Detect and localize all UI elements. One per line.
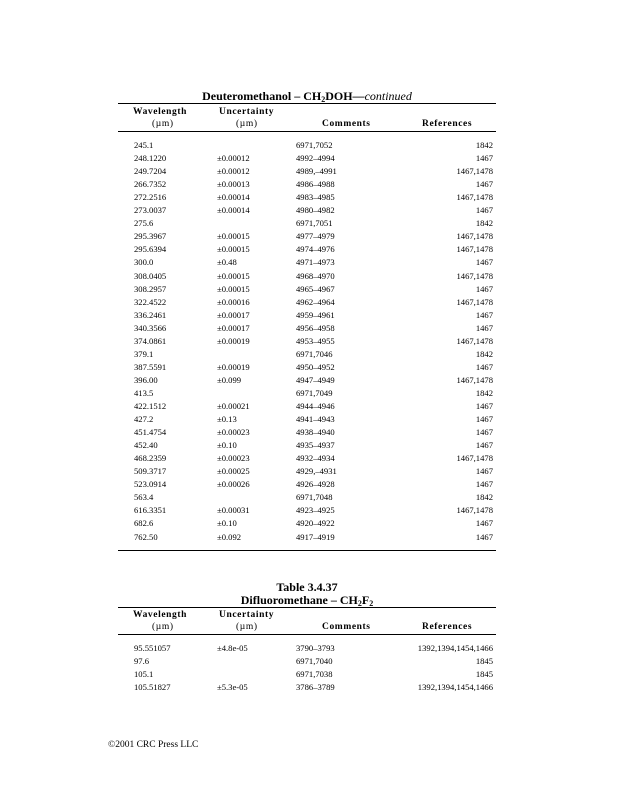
table1-bottom-rule <box>118 550 496 551</box>
references-cell: 1467 <box>475 283 493 294</box>
table-row <box>118 283 496 296</box>
references-cell: 1467,1478 <box>456 192 493 203</box>
wavelength-cell: 387.5591 <box>134 361 167 372</box>
wavelength-cell: 272.2516 <box>134 192 167 203</box>
table2-top-rule <box>118 607 496 608</box>
table-row <box>118 165 496 178</box>
comments-cell: 6971,7048 <box>296 492 333 503</box>
references-cell: 1467 <box>475 322 493 333</box>
comments-cell: 4989,–4991 <box>296 166 337 177</box>
copyright-footer: ©2001 CRC Press LLC <box>108 740 199 750</box>
table1-title: Deuteromethanol – $CH_2DOH—continued$ <box>202 89 412 104</box>
table-row <box>118 256 496 269</box>
table-row <box>118 178 496 191</box>
table2-header-references: References <box>422 622 473 632</box>
references-cell: 1842 <box>475 492 493 503</box>
uncertainty-cell: ±0.00012 <box>217 153 250 164</box>
references-cell: 1467 <box>475 361 493 372</box>
table-row <box>118 335 496 348</box>
wavelength-cell: 308.2957 <box>134 283 167 294</box>
table1-header-wavelength-unit: (µm) <box>152 119 174 129</box>
comments-cell: 4992–4994 <box>296 153 335 164</box>
references-cell: 1467 <box>475 440 493 451</box>
comments-cell: 4941–4943 <box>296 414 335 425</box>
wavelength-cell: 682.6 <box>134 518 154 529</box>
comments-cell: 4986–4988 <box>296 179 335 190</box>
uncertainty-cell: ±0.00017 <box>217 322 250 333</box>
comments-cell: 4965–4967 <box>296 283 335 294</box>
table-row <box>118 465 496 478</box>
comments-cell: 4971–4973 <box>296 257 335 268</box>
table-row <box>118 491 496 504</box>
wavelength-cell: 451.4754 <box>134 427 167 438</box>
comments-cell: 4947–4949 <box>296 374 335 385</box>
references-cell: 1467,1478 <box>456 244 493 255</box>
uncertainty-cell: ±0.00023 <box>217 427 250 438</box>
wavelength-cell: 322.4522 <box>134 296 167 307</box>
uncertainty-cell: ±0.00015 <box>217 283 250 294</box>
table-row <box>118 517 496 530</box>
comments-cell: 4944–4946 <box>296 401 335 411</box>
comments-cell: 6971,7051 <box>296 218 333 229</box>
table-row <box>118 439 496 452</box>
comments-cell: 4932–4934 <box>296 453 335 464</box>
wavelength-cell: 616.3351 <box>134 505 167 516</box>
wavelength-cell: 97.6 <box>134 656 150 667</box>
wavelength-cell: 523.0914 <box>134 479 167 490</box>
table1-header-uncertainty: Uncertainty <box>219 107 275 117</box>
uncertainty-cell: ±5.3e-05 <box>217 682 248 693</box>
references-cell: 1467,1478 <box>456 335 493 346</box>
wavelength-cell: 308.0405 <box>134 270 167 281</box>
uncertainty-cell: ±0.00017 <box>217 309 250 320</box>
table2-header-wavelength-unit: (µm) <box>152 622 174 632</box>
wavelength-cell: 374.0861 <box>134 335 167 346</box>
references-cell: 1467 <box>475 179 493 190</box>
references-cell: 1467 <box>475 205 493 216</box>
references-cell: 1467 <box>475 153 493 164</box>
table-row <box>118 348 496 361</box>
comments-cell: 4920–4922 <box>296 518 335 529</box>
table1-top-rule <box>118 103 496 104</box>
table-row <box>118 309 496 322</box>
uncertainty-cell: ±0.10 <box>217 440 237 451</box>
uncertainty-cell: ±0.092 <box>217 531 242 542</box>
references-cell: 1467,1478 <box>456 270 493 281</box>
wavelength-cell: 509.3717 <box>134 466 167 477</box>
wavelength-cell: 245.1 <box>134 140 154 150</box>
comments-cell: 4977–4979 <box>296 231 335 242</box>
wavelength-cell: 340.3566 <box>134 322 167 333</box>
references-cell: 1467 <box>475 531 493 542</box>
table-row <box>118 531 496 544</box>
table-row <box>118 400 496 413</box>
references-cell: 1842 <box>475 140 493 150</box>
uncertainty-cell: ±0.13 <box>217 414 237 425</box>
comments-cell: 6971,7052 <box>296 140 333 150</box>
uncertainty-cell: ±0.00012 <box>217 166 250 177</box>
comments-cell: 6971,7040 <box>296 656 333 667</box>
table2-header-uncertainty-unit: (µm) <box>236 622 258 632</box>
references-cell: 1392,1394,1454,1466 <box>417 682 493 693</box>
references-cell: 1467 <box>475 257 493 268</box>
table-row <box>118 413 496 426</box>
table-row <box>118 191 496 204</box>
references-cell: 1467,1478 <box>456 374 493 385</box>
uncertainty-cell: ±0.00015 <box>217 270 250 281</box>
table-row <box>118 322 496 335</box>
wavelength-cell: 248.1220 <box>134 153 167 164</box>
wavelength-cell: 295.6394 <box>134 244 167 255</box>
comments-cell: 4923–4925 <box>296 505 335 516</box>
table-row <box>118 230 496 243</box>
references-cell: 1467,1478 <box>456 166 493 177</box>
comments-cell: 4962–4964 <box>296 296 335 307</box>
uncertainty-cell: ±0.00014 <box>217 192 250 203</box>
table2-header-comments: Comments <box>322 622 371 632</box>
table-row <box>118 668 496 681</box>
wavelength-cell: 300.0 <box>134 257 154 268</box>
uncertainty-cell: ±0.00021 <box>217 401 250 411</box>
references-cell: 1467 <box>475 427 493 438</box>
table-row <box>118 504 496 517</box>
table2-header-wavelength: Wavelength <box>133 610 188 620</box>
comments-cell: 4917–4919 <box>296 531 335 542</box>
references-cell: 1467,1478 <box>456 231 493 242</box>
comments-cell: 4956–4958 <box>296 322 335 333</box>
table-row <box>118 361 496 374</box>
references-cell: 1467,1478 <box>456 296 493 307</box>
wavelength-cell: 422.1512 <box>134 401 167 411</box>
table1-header-rule <box>118 131 496 132</box>
uncertainty-cell: ±0.48 <box>217 257 237 268</box>
wavelength-cell: 105.51827 <box>134 682 171 693</box>
references-cell: 1467 <box>475 401 493 411</box>
comments-cell: 4935–4937 <box>296 440 335 451</box>
table-row <box>118 152 496 165</box>
comments-cell: 4926–4928 <box>296 479 335 490</box>
uncertainty-cell: ±0.00026 <box>217 479 250 490</box>
comments-cell: 3790–3793 <box>296 643 335 653</box>
wavelength-cell: 105.1 <box>134 669 154 680</box>
references-cell: 1467 <box>475 518 493 529</box>
references-cell: 1842 <box>475 218 493 229</box>
table-row <box>118 642 496 655</box>
wavelength-cell: 396.00 <box>134 374 158 385</box>
wavelength-cell: 275.6 <box>134 218 154 229</box>
table2-title: Difluoromethane – $CH_2F_2$ <box>240 593 374 608</box>
comments-cell: 4953–4955 <box>296 335 335 346</box>
table-row <box>118 387 496 400</box>
uncertainty-cell: ±0.00023 <box>217 453 250 464</box>
uncertainty-cell: ±0.00016 <box>217 296 250 307</box>
comments-cell: 6971,7038 <box>296 669 333 680</box>
comments-cell: 4974–4976 <box>296 244 335 255</box>
wavelength-cell: 379.1 <box>134 348 154 359</box>
table-row <box>118 243 496 256</box>
table2-number: Table 3.4.37 <box>276 580 338 594</box>
references-cell: 1467 <box>475 479 493 490</box>
comments-cell: 4938–4940 <box>296 427 335 438</box>
table-row <box>118 374 496 387</box>
uncertainty-cell: ±0.099 <box>217 374 242 385</box>
references-cell: 1392,1394,1454,1466 <box>417 643 493 653</box>
wavelength-cell: 95.551057 <box>134 643 171 653</box>
wavelength-cell: 762.50 <box>134 531 158 542</box>
wavelength-cell: 427.2 <box>134 414 154 425</box>
references-cell: 1467 <box>475 309 493 320</box>
uncertainty-cell: ±0.00014 <box>217 205 250 216</box>
table-row <box>118 204 496 217</box>
comments-cell: 6971,7046 <box>296 348 333 359</box>
comments-cell: 4983–4985 <box>296 192 335 203</box>
comments-cell: 4950–4952 <box>296 361 335 372</box>
table-row <box>118 681 496 694</box>
comments-cell: 3786–3789 <box>296 682 335 693</box>
table2-header-uncertainty: Uncertainty <box>219 610 275 620</box>
uncertainty-cell: ±0.10 <box>217 518 237 529</box>
table1-header-references: References <box>422 119 473 129</box>
table-row <box>118 296 496 309</box>
comments-cell: 6971,7049 <box>296 387 333 398</box>
table-row <box>118 426 496 439</box>
table-row <box>118 655 496 668</box>
wavelength-cell: 249.7204 <box>134 166 167 177</box>
table1-header-comments: Comments <box>322 119 371 129</box>
comments-cell: 4929,–4931 <box>296 466 337 477</box>
table1-header-uncertainty-unit: (µm) <box>236 119 258 129</box>
uncertainty-cell: ±0.00015 <box>217 231 250 242</box>
wavelength-cell: 563.4 <box>134 492 154 503</box>
uncertainty-cell: ±0.00013 <box>217 179 250 190</box>
table-row <box>118 217 496 230</box>
wavelength-cell: 266.7352 <box>134 179 167 190</box>
table2-header-rule <box>118 634 496 635</box>
wavelength-cell: 452.40 <box>134 440 158 451</box>
references-cell: 1467 <box>475 466 493 477</box>
comments-cell: 4968–4970 <box>296 270 335 281</box>
uncertainty-cell: ±0.00019 <box>217 361 250 372</box>
table1-header-wavelength: Wavelength <box>133 107 188 117</box>
wavelength-cell: 273.0037 <box>134 205 167 216</box>
uncertainty-cell: ±0.00015 <box>217 244 250 255</box>
comments-cell: 4959–4961 <box>296 309 335 320</box>
references-cell: 1842 <box>475 348 493 359</box>
references-cell: 1845 <box>475 669 493 680</box>
wavelength-cell: 413.5 <box>134 387 154 398</box>
wavelength-cell: 336.2461 <box>134 309 167 320</box>
uncertainty-cell: ±0.00031 <box>217 505 250 516</box>
table-row <box>118 478 496 491</box>
references-cell: 1467,1478 <box>456 505 493 516</box>
uncertainty-cell: ±0.00025 <box>217 466 250 477</box>
uncertainty-cell: ±0.00019 <box>217 335 250 346</box>
references-cell: 1467 <box>475 414 493 425</box>
references-cell: 1845 <box>475 656 493 667</box>
references-cell: 1842 <box>475 387 493 398</box>
comments-cell: 4980–4982 <box>296 205 335 216</box>
table-row <box>118 452 496 465</box>
references-cell: 1467,1478 <box>456 453 493 464</box>
wavelength-cell: 295.3967 <box>134 231 167 242</box>
uncertainty-cell: ±4.8e-05 <box>217 643 248 653</box>
table-row <box>118 270 496 283</box>
wavelength-cell: 468.2359 <box>134 453 167 464</box>
table-row <box>118 139 496 152</box>
